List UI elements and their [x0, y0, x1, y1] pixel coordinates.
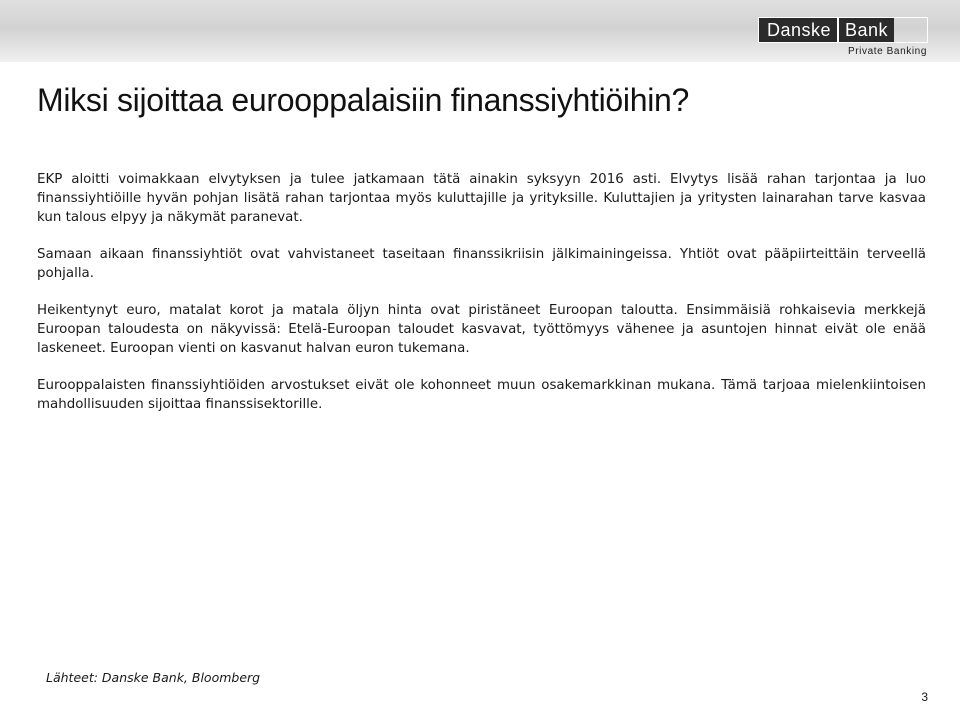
header-band [0, 0, 960, 62]
page-title: Miksi sijoittaa eurooppalaisiin finanssiyhtiöihin? [37, 82, 690, 118]
danske-bank-logo [758, 17, 928, 57]
paragraph: EKP aloitti voimakkaan elvytyksen ja tulee jatkamaan tätä ainakin syksyyn 2016 asti. Elvytys lisää rahan tarjontaa ja luo finanssiyhtiöille hyvän pohjan lisätä rahan tarjontaa myös kuluttajille ja yrityksille. Kuluttajien ja yritysten lainarahan tarve kasvaa kun talous elpyy ja näkymät paranevat. [37, 172, 926, 225]
logo-subtitle: Private Banking [847, 46, 927, 57]
logo-wordmark [758, 17, 928, 43]
body-text [37, 170, 926, 432]
page-number: 3 [921, 690, 928, 704]
logo-left-word: Danske [759, 18, 839, 42]
source-note: Lähteet: Danske Bank, Bloomberg [46, 670, 261, 685]
paragraph: Eurooppalaisten finanssiyhtiöiden arvostukset eivät ole kohonneet muun osakemarkkinan mukana. Tämä tarjoaa mielenkiintoisen mahdollisuuden sijoittaa finanssisektorille. [37, 378, 926, 412]
paragraph: Heikentynyt euro, matalat korot ja matala öljyn hinta ovat piristäneet Euroopan taloutta. Ensimmäisiä rohkaisevia merkkejä Euroopan taloudesta on näkyvissä: Etelä-Euroopan taloudet kasvavat, työttömyys vähenee ja asuntojen hinnat eivät ole enää laskeneet. Euroopan vienti on kasvanut halvan euron tukemana. [37, 303, 926, 356]
paragraph: Samaan aikaan finanssiyhtiöt ovat vahvistaneet taseitaan finanssikriisin jälkimainingeissa. Yhtiöt ovat pääpiirteittäin terveellä pohjalla. [37, 247, 926, 281]
logo-right-word: Bank [839, 18, 894, 42]
